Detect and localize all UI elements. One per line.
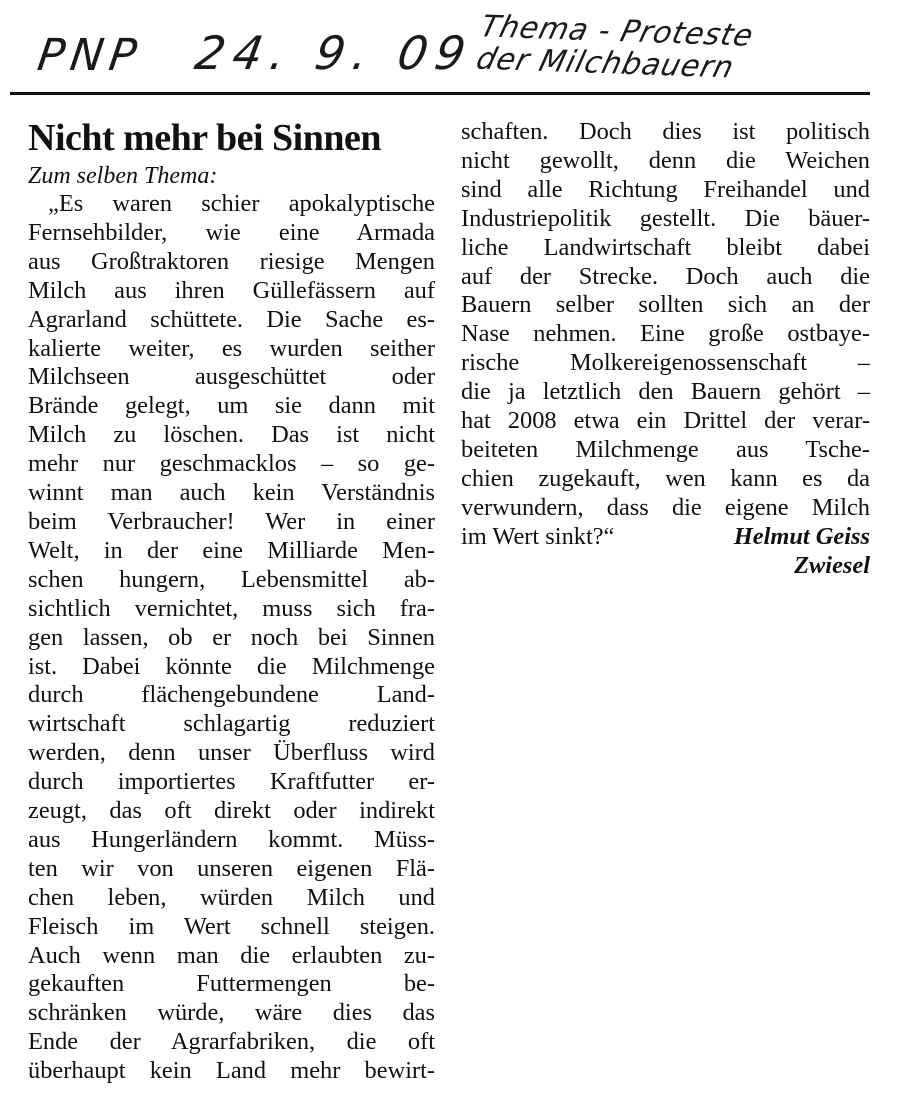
text-line: Milchseen ausgeschüttet oder	[28, 363, 435, 391]
handwritten-annotation	[0, 0, 902, 95]
handwritten-date: 24. 9. 09	[191, 26, 478, 80]
text-line: ten wir von unseren eigenen Flä-	[28, 854, 435, 882]
author-place: Zwiesel	[794, 551, 870, 579]
text-line: ist. Dabei könnte die Milchmenge	[28, 652, 435, 680]
text-line: „Es waren schier apokalyptische	[48, 190, 435, 217]
text-line: beiteten Milchmenge aus Tsche-	[461, 435, 870, 463]
text-line: hat 2008 etwa ein Drittel der verar-	[461, 407, 870, 435]
text-line: aus Großtraktoren riesige Mengen	[28, 247, 435, 275]
text-line: Agrarland schüttete. Die Sache es-	[28, 305, 435, 333]
text-line: durch importiertes Kraftfutter er-	[28, 768, 435, 796]
handwritten-source: PNP	[34, 30, 146, 81]
article-body-left	[28, 190, 435, 1086]
text-line: rische Molkereigenossenschaft –	[461, 349, 870, 377]
handwritten-topic-line-2: der Milchbauern	[472, 41, 738, 86]
text-line: Auch wenn man die erlaubten zu-	[28, 941, 435, 969]
text-line: winnt man auch kein Verständnis	[28, 479, 435, 507]
text-line: gen lassen, ob er noch bei Sinnen	[28, 623, 435, 651]
text-line: Fernsehbilder, wie eine Armada	[28, 218, 435, 246]
text-line: zeugt, das oft direkt oder indirekt	[28, 797, 435, 825]
text-line: Brände gelegt, um sie dann mit	[28, 392, 435, 420]
text-line: auf der Strecke. Doch auch die	[461, 262, 870, 290]
signature-row	[461, 523, 870, 552]
text-line: überhaupt kein Land mehr bewirt-	[28, 1057, 435, 1085]
text-line: kalierte weiter, es wurden seither	[28, 334, 435, 362]
author-name: Helmut Geiss	[733, 522, 870, 550]
text-line: Milch zu löschen. Das ist nicht	[28, 421, 435, 449]
text-line: sind alle Richtung Freihandel und	[461, 175, 870, 203]
text-line: schen hungern, Lebensmittel ab-	[28, 565, 435, 593]
text-line: chen leben, würden Milch und	[28, 883, 435, 911]
text-line: werden, denn unser Überfluss wird	[28, 739, 435, 767]
closing-text: im Wert sinkt?“	[461, 522, 615, 550]
header-rule	[10, 92, 870, 95]
text-line: chien zugekauft, wen kann es da	[461, 464, 870, 492]
text-line: mehr nur geschmacklos – so ge-	[28, 450, 435, 478]
text-line: sichtlich vernichtet, muss sich fra-	[28, 594, 435, 622]
article-kicker: Zum selben Thema:	[28, 163, 218, 189]
text-line: schaften. Doch dies ist politisch	[461, 118, 870, 145]
text-line: Milch aus ihren Güllefässern auf	[28, 276, 435, 304]
article-column-right	[461, 118, 870, 581]
text-line: beim Verbraucher! Wer in einer	[28, 507, 435, 535]
text-line: Bauern selber sollten sich an der	[461, 291, 870, 319]
text-line: durch flächengebundene Land-	[28, 681, 435, 709]
handwritten-topic-line-1: Thema - Proteste	[476, 9, 758, 54]
article-headline: Nicht mehr bei Sinnen	[28, 117, 382, 159]
text-line: nicht gewollt, denn die Weichen	[461, 146, 870, 174]
text-line: Fleisch im Wert schnell steigen.	[28, 912, 435, 940]
text-line: verwundern, dass die eigene Milch	[461, 493, 870, 521]
text-line: gekauften Futtermengen be-	[28, 970, 435, 998]
article-body-right	[461, 118, 870, 523]
text-line: Nase nehmen. Eine große ostbaye-	[461, 320, 870, 348]
text-line: Industriepolitik gestellt. Die bäuer-	[461, 204, 870, 232]
text-line: schränken würde, wäre dies das	[28, 999, 435, 1027]
text-line: liche Landwirtschaft bleibt dabei	[461, 233, 870, 261]
text-line: aus Hungerländern kommt. Müss-	[28, 825, 435, 853]
text-line: Ende der Agrarfabriken, die oft	[28, 1028, 435, 1056]
text-line: die ja letztlich den Bauern gehört –	[461, 378, 870, 406]
text-line: Welt, in der eine Milliarde Men-	[28, 536, 435, 564]
article-column-left	[28, 112, 435, 1086]
text-line: wirtschaft schlagartig reduziert	[28, 710, 435, 738]
